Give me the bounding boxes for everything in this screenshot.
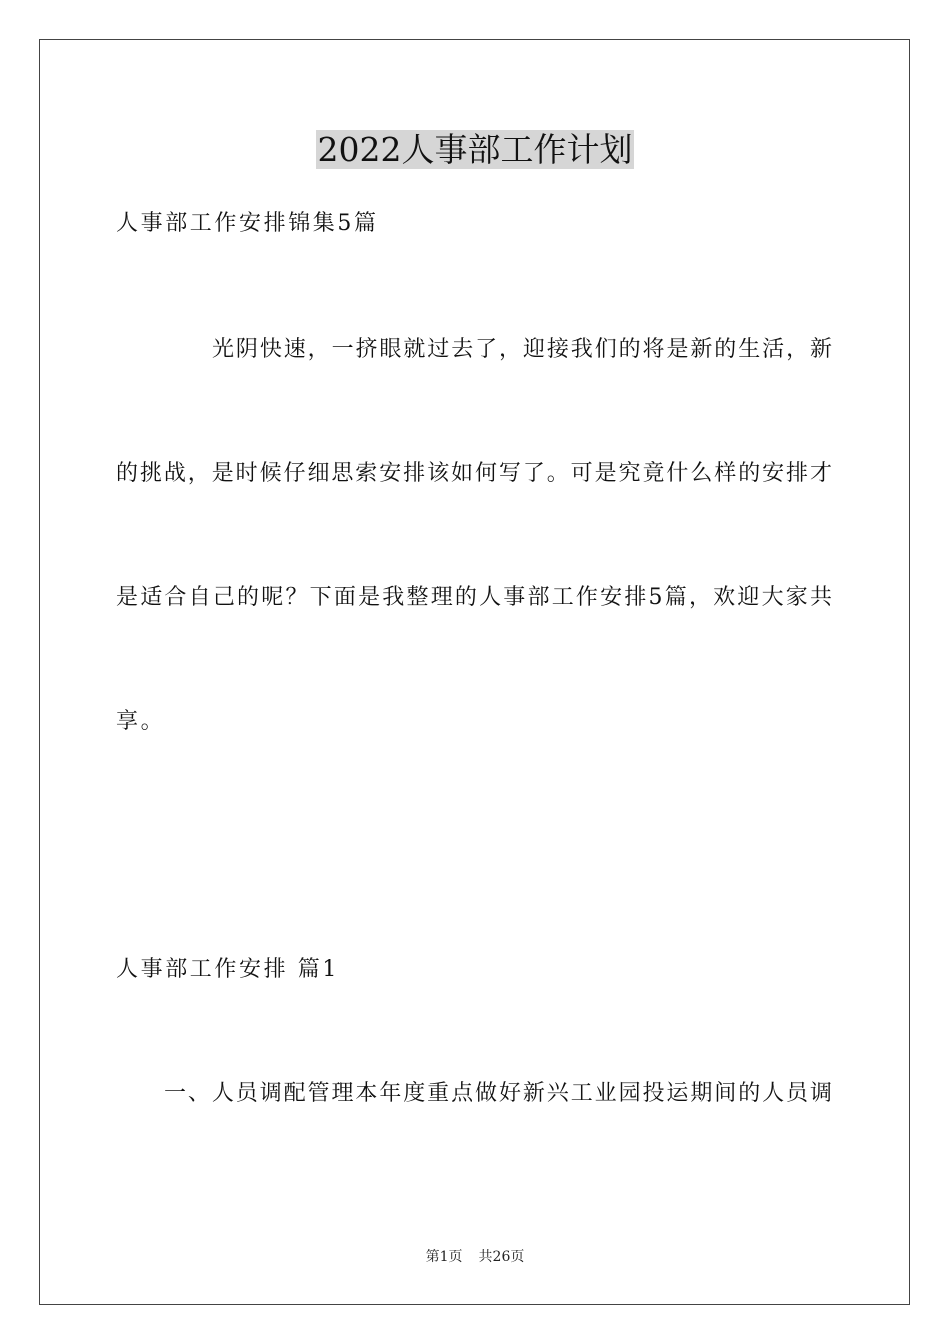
intro-paragraph-line-2: 的挑战，是时候仔细思索安排该如何写了。可是究竟什么样的安排才	[116, 461, 832, 486]
section-heading: 人事部工作安排 篇1	[116, 957, 339, 982]
section-paragraph-line-1: 一、人员调配管理本年度重点做好新兴工业园投运期间的人员调	[164, 1081, 832, 1106]
document-title-text: 2022人事部工作计划	[317, 130, 633, 169]
intro-paragraph-line-4: 享。	[116, 709, 166, 734]
page-footer	[0, 1247, 950, 1267]
intro-paragraph-line-3: 是适合自己的呢？下面是我整理的人事部工作安排5篇，欢迎大家共	[116, 585, 832, 610]
page-total: 共26页	[478, 1249, 525, 1265]
page-number: 第1页	[425, 1249, 463, 1265]
document-subtitle: 人事部工作安排锦集5篇	[116, 211, 379, 236]
intro-paragraph-line-1: 光阴快速，一挤眼就过去了，迎接我们的将是新的生活，新	[212, 337, 832, 362]
document-title	[0, 127, 950, 173]
